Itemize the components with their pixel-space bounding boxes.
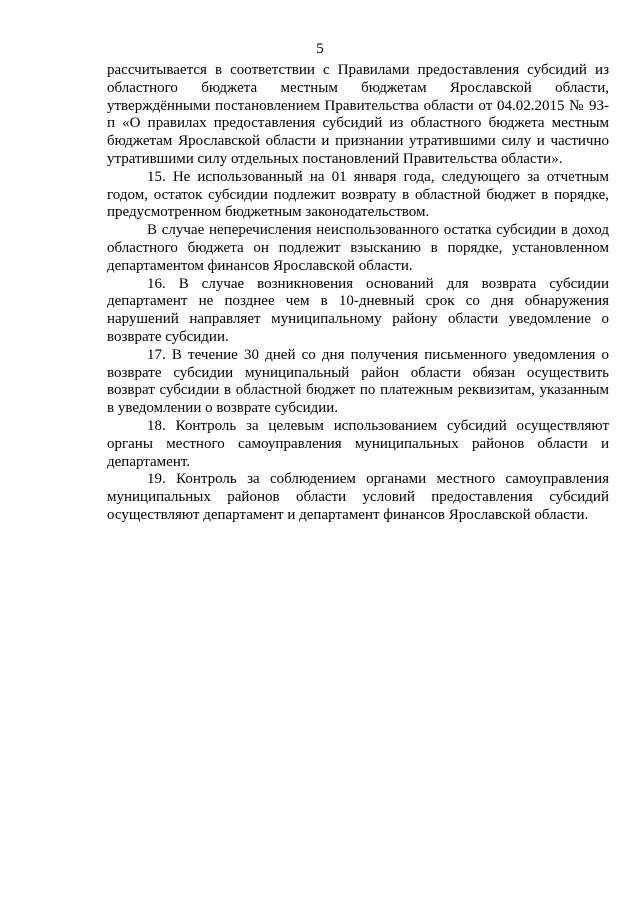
document-body: [107, 62, 609, 525]
paragraph-item-15-recovery: В случае неперечисления неиспользованного остатка субсидии в доход областного бюджета он подлежит взысканию в порядке, установленном департаментом финансов Ярославской области.: [107, 222, 609, 274]
paragraph-item-19: 19. Контроль за соблюдением органами местного самоуправления муниципальных районов области условий предоставления субсидий осуществляют департамент и департамент финансов Ярославской области.: [107, 471, 609, 523]
paragraph-continuation: рассчитывается в соответствии с Правилами предоставления субсидий из областного бюджета местным бюджетам Ярославской области, утверждёнными постановлением Правительства области от 04.02.2015 № 93-п «О правилах предоставления субсидий из областного бюджета местным бюджетам Ярославской области и признании утратившими силу и частично утратившими силу отдельных постановлений Правительства области».: [107, 62, 609, 167]
paragraph-item-15: 15. Не использованный на 01 января года, следующего за отчетным годом, остаток субсидии подлежит возврату в областной бюджет в порядке, предусмотренном бюджетным законодательством.: [107, 168, 609, 221]
paragraph-item-18: 18. Контроль за целевым использованием субсидий осуществляют органы местного самоуправления муниципальных районов области и департамент.: [107, 417, 609, 470]
page-number: 5: [316, 41, 324, 57]
paragraph-item-16: 16. В случае возникновения оснований для возврата субсидии департамент не позднее чем в 10-дневный срок со дня обнаружения нарушений направляет муниципальному району области уведомление о возврате субсидии.: [107, 275, 609, 345]
paragraph-item-17: 17. В течение 30 дней со дня получения письменного уведомления о возврате субсидии муниципальный район области обязан осуществить возврат субсидии в областной бюджет по платежным реквизитам, указанным в уведомлении о возврате субсидии.: [107, 346, 609, 417]
